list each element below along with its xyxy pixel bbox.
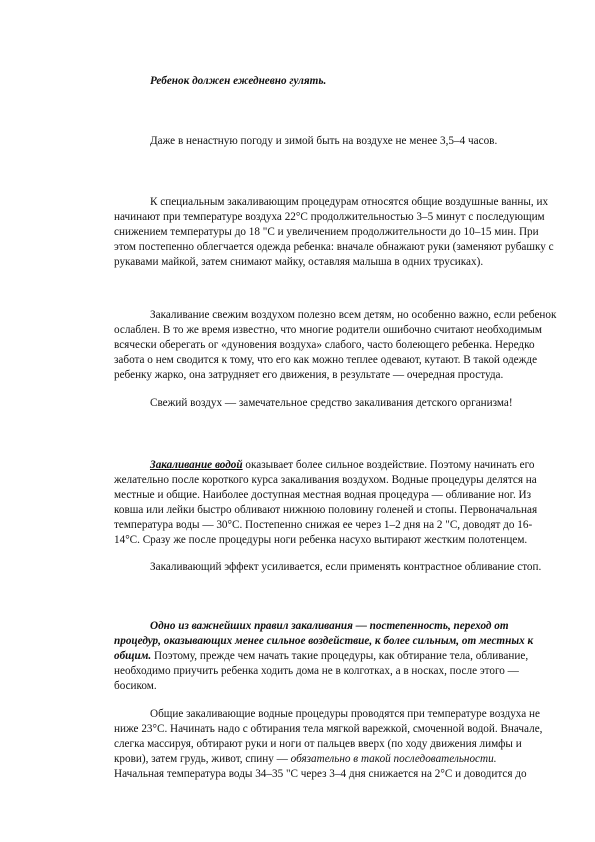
text-line: Даже в ненастную погоду и зимой быть на воздухе не менее 3,5–4 часов. xyxy=(150,135,498,147)
text-line xyxy=(114,752,524,767)
paragraph-outdoor-hours xyxy=(114,134,524,149)
text-line: Ребенок должен ежедневно гулять. xyxy=(150,75,327,87)
text-line: 14°С. Сразу же после процедуры ноги ребенка насухо вытирают жестким полотенцем. xyxy=(114,534,528,546)
text-line xyxy=(114,649,529,664)
paragraph-contrast-effect xyxy=(114,560,542,575)
text-line: К специальным закаливающим процедурам относятся общие воздушные ванны, их xyxy=(150,196,549,208)
text-line: этом постепенно облегчается одежда ребенка: вначале обнажают руки (заменяют рубашку с xyxy=(114,241,554,253)
text-line: ослаблен. В то же время известно, что многие родители ошибочно считают необходимым xyxy=(114,324,542,336)
text-line: забота о нем сводится к тому, что его как можно теплее одевают, кутают. В такой одежде xyxy=(114,354,538,366)
emphasis-general: общим. xyxy=(114,650,152,662)
paragraph-fresh-air xyxy=(114,308,557,383)
text-line: ковша или лейки быстро обливают нижнюю половину голеней и стопы. Первоначальная xyxy=(114,504,538,516)
paragraph-air-baths xyxy=(114,195,554,270)
text-line: желательно после короткого курса закаливания воздухом. Водные процедуры делятся на xyxy=(114,474,537,486)
text-line: босиком. xyxy=(114,680,157,692)
text-line: Свежий воздух — замечательное средство закаливания детского организма! xyxy=(150,397,513,409)
text-line: Закаливающий эффект усиливается, если применять контрастное обливание стоп. xyxy=(150,561,542,573)
text-line: снижением температуры до 18 "С и увеличением продолжительности до 10–15 мин. При xyxy=(114,226,539,238)
text-line: Начальная температура воды 34–35 "С через 3–4 дня снижается на 2°С и доводится до xyxy=(114,768,527,780)
text-line: ниже 23°С. Начинать надо с обтирания тела мягкой варежкой, смоченной водой. Вначале, xyxy=(114,723,543,735)
paragraph-walk-daily xyxy=(114,74,524,89)
paragraph-fresh-air-summary xyxy=(114,396,524,411)
text-line: температура воды — 30°С. Постепенно снижая ее через 1–2 дня на 2 "С, доводят до 16- xyxy=(114,519,533,531)
emphasis-sequence: обязательно в такой последовательности. xyxy=(290,753,497,765)
text-line: слегка массируя, обтирают руки и ноги от пальцев вверх (по ходу движения лимфы и xyxy=(114,738,522,750)
paragraph-water-hardening xyxy=(114,458,538,548)
text-run: оказывает более сильное воздействие. Поэтому начинать его xyxy=(242,459,535,471)
text-run: Поэтому, прежде чем начать такие процедуры, как обтирание тела, обливание, xyxy=(151,650,529,662)
text-line: Закаливание свежим воздухом полезно всем детям, но особенно важно, если ребенок xyxy=(150,309,557,321)
text-line: всячески оберегать ог «дуновения воздуха» слабого, часто болеющего ребенка. Нередко xyxy=(114,339,535,351)
text-line: ребенку жарко, она затрудняет его движения, в результате — очередная простуда. xyxy=(114,369,504,381)
text-line: начинают при температуре воздуха 22°С продолжительностью 3–5 минут с последующим xyxy=(114,211,545,223)
paragraph-general-procedures xyxy=(114,707,543,782)
text-line: процедур, оказывающих менее сильное воздействие, к более сильным, от местных к xyxy=(114,635,534,647)
text-line xyxy=(114,458,535,473)
text-line: местные и общие. Наиболее доступная местная водная процедура — обливание ног. Из xyxy=(114,489,532,501)
text-line: Одно из важнейших правил закаливания — постепенность, переход от xyxy=(150,620,509,632)
text-run: крови), затем грудь, живот, спину — xyxy=(114,753,291,765)
text-line: Общие закаливающие водные процедуры проводятся при температуре воздуха не xyxy=(150,708,540,720)
emphasis-water-hardening: Закаливание водой xyxy=(150,459,243,471)
text-line: необходимо приучить ребенка ходить дома не в колготках, а в носках, после этого — xyxy=(114,665,519,677)
text-line: рукавами майкой, затем снимают майку, оставляя малыша в одних трусиках). xyxy=(114,256,484,268)
paragraph-gradual-principle xyxy=(114,619,534,694)
